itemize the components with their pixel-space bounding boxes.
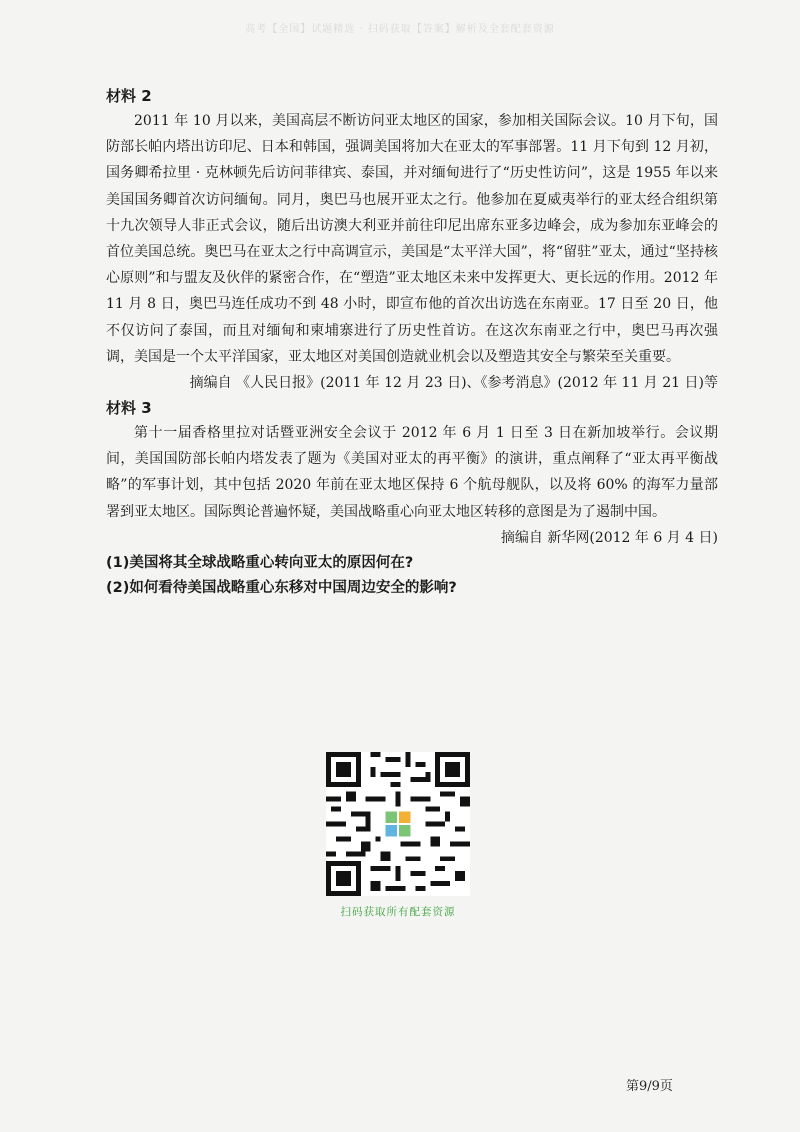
material-2-label: 材料 2 xyxy=(106,87,152,105)
qr-caption: 扫码获取所有配套资源 xyxy=(340,906,456,918)
material-2-text: 2011 年 10 月以来，美国高层不断访问亚太地区的国家，参加相关国际会议。10 月下旬，国防部长帕内塔出访印尼、日本和韩国，强调美国将加大在亚太的军事部署。11 月下旬到 12 月初，国务卿希拉里 · 克林顿先后访问菲律宾、泰国，并对缅甸进行了“历史性访问”，这是 1955 年以来美国国务卿首次访问缅甸。同月，奥巴马也展开亚太之行。他参加在夏威夷举行的亚太经合组织第十九次领导人非正式会议，随后出访澳大利亚并前往印尼出席东亚多边峰会，成为参加东亚峰会的首位美国总统。奥巴马在亚太之行中高调宣示，美国是“太平洋大国”，将“留驻”亚太，通过“坚持核心原则”和与盟友及伙伴的紧密合作，在“塑造”亚太地区未来中发挥更大、更长远的作用。2012 年 11 月 8 日，奥巴马连任成功不到 48 小时，即宣布他的首次出访选在东南亚。17 日至 20 日，他不仅访问了泰国，而且对缅甸和柬埔寨进行了历史性首访。在这次东南亚之行中，奥巴马再次强调，美国是一个太平洋国家，亚太地区对美国创造就业机会以及塑造其安全与繁荣至关重要。 xyxy=(106,113,718,365)
material-3-source: 摘编自 新华网(2012 年 6 月 4 日) xyxy=(500,529,718,546)
header-watermark: 高考【全国】试题精选 · 扫码获取【答案】解析及全套配套资源 xyxy=(245,24,555,35)
question-2: (2)如何看待美国战略重心东移对中国周边安全的影响? xyxy=(106,579,457,596)
question-1: (1)美国将其全球战略重心转向亚太的原因何在? xyxy=(106,554,414,571)
qr-code-block[interactable] xyxy=(322,752,474,919)
document-body xyxy=(106,84,718,601)
material-2-source: 摘编自 《人民日报》(2011 年 12 月 23 日)、《参考消息》(2012 年 11 月 21 日)等 xyxy=(189,375,718,392)
page-number: 第9/9页 xyxy=(626,1079,673,1094)
material-3-label: 材料 3 xyxy=(106,399,152,418)
qr-code-icon[interactable] xyxy=(322,752,474,896)
material-3-text: 第十一届香格里拉对话暨亚洲安全会议于 2012 年 6 月 1 日至 3 日在新加坡举行。会议期间，美国国防部长帕内塔发表了题为《美国对亚太的再平衡》的演讲，重点阐释了“亚太再平衡战略”的军事计划，其中包括 2020 年前在亚太地区保持 6 个航母舰队，以及将 60% 的海军力量部署到亚太地区。国际舆论普遍怀疑，美国战略重心向亚太地区转移的意图是为了遏制中国。 xyxy=(106,425,718,520)
